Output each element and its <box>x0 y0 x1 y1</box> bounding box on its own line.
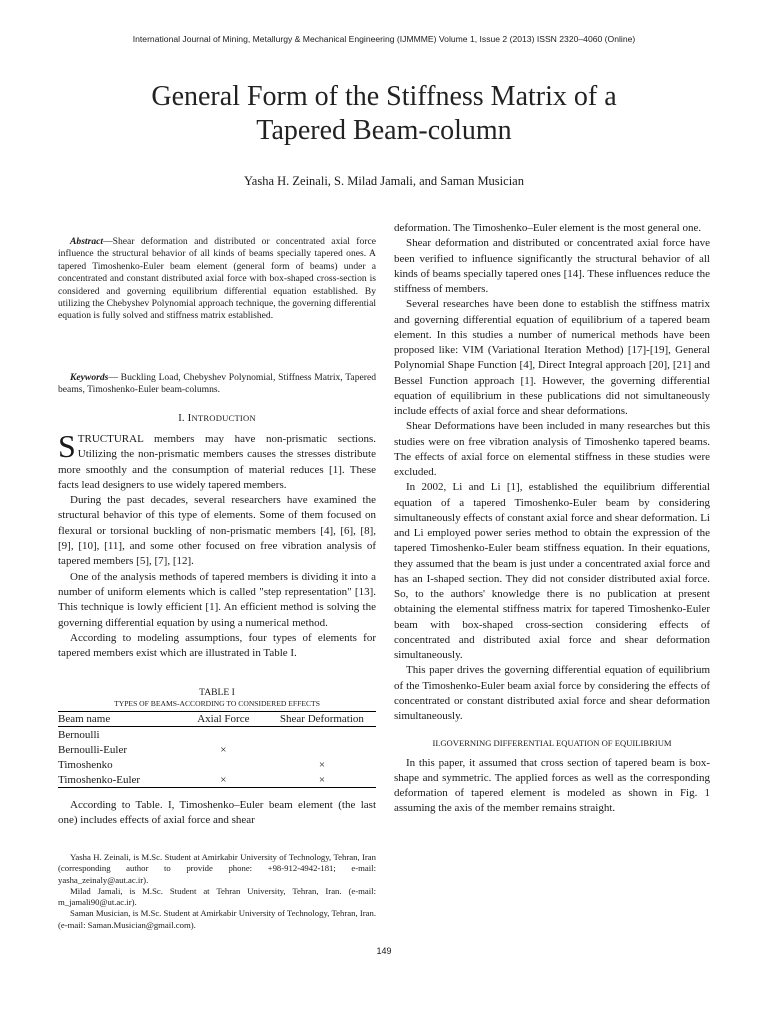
abstract-label: Abstract <box>70 236 104 247</box>
table-header-row <box>58 712 376 727</box>
title-line-1: General Form of the Stiffness Matrix of a <box>151 81 617 112</box>
author-list: Yasha H. Zeinali, S. Milad Jamali, and Saman Musician <box>244 174 524 188</box>
right-paragraph: Shear Deformations have been included in many researches but this studies were on free vibration analysis of Timoshenko tapered beams. The effects of axial force on elemental stiffness in these studies were excluded. <box>394 420 710 478</box>
table-row <box>58 772 376 788</box>
footnote: Milad Jamali, is M.Sc. Student at Tehran University, Tehran, Iran. (e-mail: m_jamali90@ut.ac.ir). <box>58 885 376 908</box>
drop-cap: S <box>58 428 76 464</box>
table-cell: × <box>179 772 268 788</box>
footnote: Saman Musician, is M.Sc. Student at Amirkabir University of Technology, Tehran, Iran. (e-mail: Saman.Musician@gmail.com). <box>58 908 376 930</box>
table-cell <box>179 727 268 743</box>
author-footnotes <box>58 852 376 931</box>
table-header-cell: Shear Deformation <box>268 712 376 727</box>
after-table-paragraph: According to Table. I, Timoshenko–Euler beam element (the last one) includes effects of axial force and shear <box>58 799 376 827</box>
paper-title <box>70 80 698 148</box>
table-cell: Bernoulli-Euler <box>58 743 128 756</box>
right-column <box>394 221 710 817</box>
right-paragraph: In this paper, it assumed that cross section of tapered beam is box-shape and symmetric. The applied forces as well as the corresponding deformation of tapered element is modeled as shown in Fig. 1 assuming the axis of the member remains straight. <box>394 756 710 815</box>
page-number: 149 <box>376 946 392 956</box>
intro-paragraph-3: One of the analysis methods of tapered members is dividing it into a number of uniform elements which is called "step representation" [13]. This technique is lowly efficient [1]. An efficient method is solving the governing differential equation by using a numerical method. <box>58 570 376 629</box>
table-cell: × <box>268 772 376 788</box>
right-paragraph: This paper drives the governing differential equation of equilibrium of the Timoshenko-Euler beam axial force by considering the effects of concentrated or constant distributed axial force and shear deformation simultaneously. <box>394 664 710 722</box>
right-paragraph: deformation. The Timoshenko–Euler element is the most general one. <box>394 222 702 234</box>
table-row <box>58 757 376 772</box>
table-cell: Bernoulli <box>58 728 100 741</box>
abstract-text: —Shear deformation and distributed or concentrated axial force influence the structural behavior of all kinds of beams specially tapered ones. A tapered Timoshenko-Euler beam element (general form of beams) under a concentrated and constant distributed axial force with box-shaped cross-section is considered and governing equilibrium differential equation established. By utilizing the Chebyshev Polynomial approach technique, the governing differential equation is fully solved and stiffness matrix established. <box>58 236 376 322</box>
footnote: Yasha H. Zeinali, is M.Sc. Student at Amirkabir University of Technology, Tehran, Iran (corresponding author to provide phone: +98-912-4942-181; e-mail: yasha_zeinaly@aut.ac.ir). <box>58 852 376 885</box>
table-cell <box>179 757 268 772</box>
right-paragraph: Several researches have been done to establish the stiffness matrix and governing differential equation of equilibrium of a tapered beam element. In this studies a number of numerical methods have been proposed like: VIM (Variational Iteration Method) [17]-[19], General Polynomial Shape Function [4], Direct Integral approach [20], [21] and Bessel Function approach [1]. However, the governing differential equation of equilibrium in these publications did not simultaneously include effects of axial force and shear deformations. <box>394 298 710 417</box>
table-caption <box>58 687 376 709</box>
abstract <box>58 236 376 323</box>
table-cell: Timoshenko <box>58 758 113 771</box>
title-line-2: Tapered Beam-column <box>256 115 512 146</box>
table-header-cell: Axial Force <box>179 712 268 727</box>
table-cell: × <box>220 743 227 756</box>
intro-paragraph-2: During the past decades, several researchers have examined the structural behavior of this type of elements. Some of them focused on flexural or torsional buckling of non-prismatic members [4], [6], [8], [9], [10], [11], and some other focused on free vibration analysis of tapered members [5], [7], [12]. <box>58 494 376 568</box>
table-cell: × <box>318 758 326 771</box>
table-row <box>58 727 376 743</box>
table-cell <box>268 727 376 743</box>
right-paragraph: Shear deformation and distributed or concentrated axial force have been verified to influence significantly the structural behavior of all kinds of beams specially tapered ones [14]. These influences reduce the stiffness of members. <box>394 237 710 295</box>
section-heading-introduction: I. INTRODUCTION <box>178 412 256 424</box>
table-cell: Timoshenko-Euler <box>58 772 179 788</box>
intro-paragraph-1: TRUCTURAL members may have non-prismatic sections. Utilizing the non-prismatic members causes the stresses distribute more smoothly and the consumption of material reduces [1]. These facts lead designers to use widely tapered members. <box>58 433 376 491</box>
intro-paragraph-4: According to modeling assumptions, four types of elements for tapered members exist which are illustrated in Table I. <box>58 631 376 660</box>
section-heading-governing-equation: II.GOVERNING DIFFERENTIAL EQUATION OF EQUILIBRIUM <box>432 738 672 749</box>
journal-header: International Journal of Mining, Metallurgy & Mechanical Engineering (IJMMME) Volume 1, Issue 2 (2013) ISSN 2320–4060 (Online) <box>132 34 636 44</box>
table-header-cell: Beam name <box>58 712 179 727</box>
introduction-body <box>58 428 376 661</box>
right-paragraph: In 2002, Li and Li [1], established the equilibrium differential equation of a tapered Timoshenko-Euler beam by considering simultaneously effects of constant axial force and shear deformation. Li and Li employed power series method to obtain the expression of the tapered Timoshenko-Euler beam stiffness equation. In their equations, they assumed that the beam is just under a concentrated axial force and has an I-shaped section. They did not consider distributed axial force. So, to the authors' knowledge there is no publication at present obtaining the elemental stiffness matrix for tapered Timoshenko-Euler beam with box-shaped cross-section considering effects of concentrated and distributed axial force and shear deformation simultaneously. <box>394 481 710 661</box>
table-cell <box>268 742 376 757</box>
table-label: TABLE I <box>199 687 235 698</box>
beam-types-table <box>58 711 376 788</box>
keywords <box>58 372 376 397</box>
keywords-label: Keywords <box>70 372 109 383</box>
keywords-text: — Buckling Load, Chebyshev Polynomial, Stiffness Matrix, Tapered beams, Timoshenko-Euler beam-columns. <box>58 372 376 396</box>
table-row <box>58 742 376 757</box>
table-caption-text: TYPES OF BEAMS-ACCORDING TO CONSIDERED EFFECTS <box>114 699 320 708</box>
